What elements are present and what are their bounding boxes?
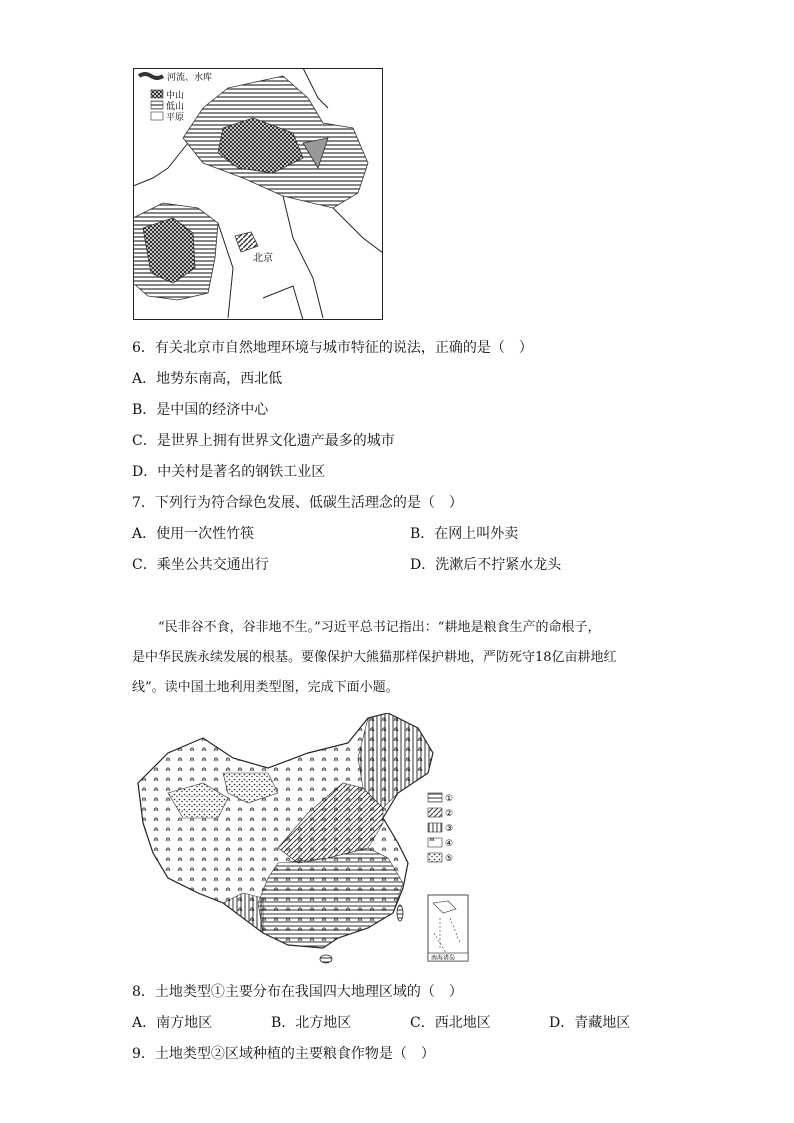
- legend-type-1: ①: [445, 794, 454, 804]
- legend-river-label: 河流、水库: [167, 73, 213, 83]
- legend-mid-mountain-label: 中山: [166, 91, 185, 101]
- q6-option-c[interactable]: C．是世界上拥有世界文化遗产最多的城市: [132, 433, 395, 449]
- q8-option-a[interactable]: A．南方地区: [132, 1015, 213, 1031]
- beijing-city-label: 北京: [253, 253, 273, 264]
- passage-line-1: “民非谷不食，谷非地不生。”习近平总书记指出：“耕地是粮食生产的命根子，: [158, 620, 601, 635]
- legend-type-3: ③: [445, 824, 454, 834]
- q9-stem: 9．土地类型②区域种植的主要粮食作物是（ ）: [132, 1046, 435, 1062]
- passage-line-2: 是中华民族永续发展的根基。要像保护大熊猫那样保护耕地，严防死守18亿亩耕地红: [132, 650, 617, 665]
- q7-option-a[interactable]: A．使用一次性竹筷: [132, 526, 255, 542]
- q8-option-c[interactable]: C．西北地区: [410, 1015, 491, 1031]
- legend-type-4: ④: [445, 839, 454, 849]
- legend-type-2: ②: [445, 809, 454, 819]
- q8-stem: 8．土地类型①主要分布在我国四大地理区域的（ ）: [132, 984, 463, 1000]
- q7-stem: 7．下列行为符合绿色发展、低碳生活理念的是（ ）: [132, 495, 463, 511]
- map2-legend: [428, 793, 453, 864]
- q7-option-c[interactable]: C．乘坐公共交通出行: [132, 557, 269, 573]
- legend-low-mountain-label: 低山: [166, 102, 185, 112]
- legend-type-5: ⑤: [445, 854, 454, 864]
- q6-option-b[interactable]: B．是中国的经济中心: [132, 402, 269, 418]
- q8-option-b[interactable]: B．北方地区: [271, 1015, 352, 1031]
- china-land-use-map: [128, 713, 476, 965]
- q8-option-d[interactable]: D．青藏地区: [549, 1015, 631, 1031]
- south-china-sea-inset: [428, 895, 468, 962]
- q7-option-d[interactable]: D．洗漱后不拧紧水龙头: [410, 557, 562, 573]
- q6-option-d[interactable]: D．中关村是著名的钢铁工业区: [132, 464, 326, 480]
- legend-plain-label: 平原: [166, 113, 185, 123]
- passage-line-3: 线”。读中国土地利用类型图，完成下面小题。: [132, 680, 399, 695]
- q6-option-a[interactable]: A．地势东南高，西北低: [132, 371, 283, 387]
- inset-label: 南海诸岛: [431, 954, 456, 962]
- beijing-terrain-map: [133, 68, 383, 320]
- q6-stem: 6．有关北京市自然地理环境与城市特征的说法，正确的是（ ）: [132, 340, 533, 356]
- reading-passage: [132, 613, 672, 703]
- q7-option-b[interactable]: B．在网上叫外卖: [410, 526, 519, 542]
